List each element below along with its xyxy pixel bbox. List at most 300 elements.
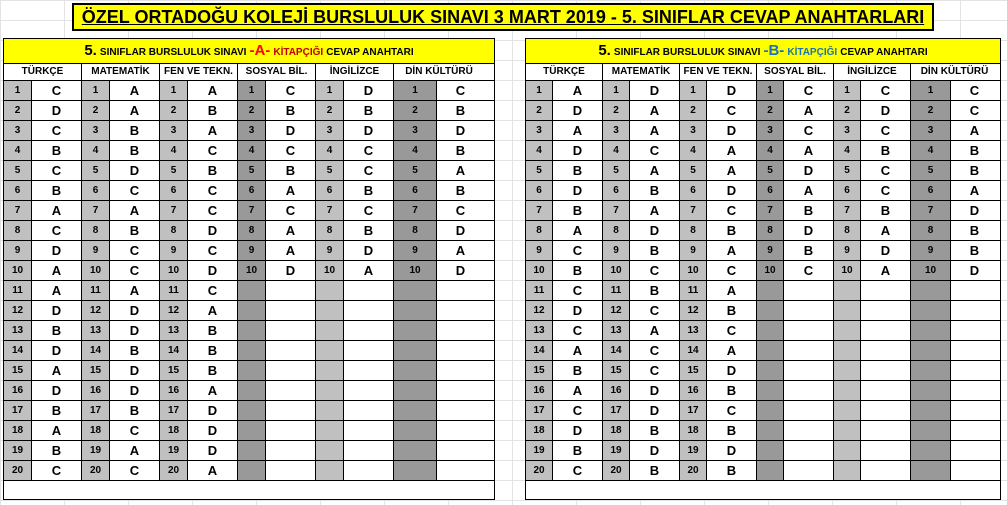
table-row: [4, 81, 494, 101]
answer-cell: B: [553, 201, 603, 220]
answer-key-b-header: [526, 39, 1000, 64]
question-number: 14: [526, 341, 553, 360]
question-number: 2: [757, 101, 784, 120]
question-number: [757, 301, 784, 320]
question-number: 18: [603, 421, 630, 440]
answer-cell: [951, 421, 998, 440]
answer-cell: D: [110, 321, 160, 340]
answer-cell: C: [32, 121, 82, 140]
question-number: [834, 401, 861, 420]
answer-cell: B: [630, 181, 680, 200]
answer-cell: [861, 401, 911, 420]
question-number: 9: [316, 241, 344, 260]
question-number: 2: [834, 101, 861, 120]
answer-cell: C: [188, 181, 238, 200]
answer-cell: B: [344, 101, 394, 120]
answer-cell: D: [266, 261, 316, 280]
question-number: 17: [160, 401, 188, 420]
subject-header: SOSYAL BİL.: [238, 64, 316, 80]
table-row: [4, 181, 494, 201]
answer-cell: D: [784, 221, 834, 240]
subject-header: MATEMATİK: [603, 64, 680, 80]
question-number: 16: [82, 381, 110, 400]
question-number: 19: [160, 441, 188, 460]
question-number: 8: [316, 221, 344, 240]
answer-cell: B: [188, 321, 238, 340]
question-number: 7: [82, 201, 110, 220]
table-row: [4, 341, 494, 361]
question-number: 8: [603, 221, 630, 240]
question-number: [911, 301, 951, 320]
question-number: 8: [82, 221, 110, 240]
question-number: 9: [238, 241, 266, 260]
question-number: [834, 301, 861, 320]
answer-cell: [861, 461, 911, 480]
answer-cell: C: [951, 101, 998, 120]
answer-cell: D: [553, 301, 603, 320]
table-row: [526, 341, 1000, 361]
question-number: 16: [526, 381, 553, 400]
answer-cell: B: [110, 121, 160, 140]
question-number: [911, 421, 951, 440]
answer-cell: C: [32, 461, 82, 480]
answer-cell: [344, 321, 394, 340]
question-number: 1: [680, 81, 707, 100]
answer-cell: A: [110, 441, 160, 460]
question-number: 18: [160, 421, 188, 440]
question-number: 9: [526, 241, 553, 260]
question-number: 17: [680, 401, 707, 420]
subject-header: TÜRKÇE: [526, 64, 603, 80]
question-number: 3: [911, 121, 951, 140]
question-number: 6: [160, 181, 188, 200]
answer-cell: [344, 361, 394, 380]
question-number: 19: [680, 441, 707, 460]
question-number: [316, 461, 344, 480]
answer-cell: D: [32, 101, 82, 120]
question-number: 3: [4, 121, 32, 140]
question-number: [394, 461, 437, 480]
question-number: [757, 381, 784, 400]
answer-cell: C: [630, 141, 680, 160]
question-number: 3: [603, 121, 630, 140]
answer-cell: A: [110, 101, 160, 120]
question-number: 3: [394, 121, 437, 140]
question-number: 5: [680, 161, 707, 180]
answer-key-label: CEVAP ANAHTARI: [326, 47, 414, 58]
question-number: 15: [526, 361, 553, 380]
answer-cell: A: [110, 201, 160, 220]
answer-cell: C: [784, 81, 834, 100]
question-number: 14: [82, 341, 110, 360]
question-number: 18: [526, 421, 553, 440]
question-number: 19: [82, 441, 110, 460]
answer-cell: [951, 341, 998, 360]
answer-cell: A: [553, 221, 603, 240]
answer-cell: D: [344, 81, 394, 100]
answer-cell: D: [32, 301, 82, 320]
answer-cell: C: [630, 341, 680, 360]
question-number: 10: [526, 261, 553, 280]
answer-cell: [951, 381, 998, 400]
answer-cell: C: [951, 81, 998, 100]
answer-cell: [344, 281, 394, 300]
question-number: 2: [238, 101, 266, 120]
question-number: [757, 321, 784, 340]
question-number: 1: [238, 81, 266, 100]
table-row: [4, 321, 494, 341]
answer-cell: A: [344, 261, 394, 280]
answer-cell: D: [630, 441, 680, 460]
table-row: [526, 261, 1000, 281]
question-number: 11: [4, 281, 32, 300]
question-number: 16: [4, 381, 32, 400]
question-number: 4: [526, 141, 553, 160]
answer-cell: [344, 401, 394, 420]
question-number: 7: [680, 201, 707, 220]
table-row: [526, 301, 1000, 321]
table-row: [4, 401, 494, 421]
answer-cell: A: [32, 361, 82, 380]
answer-cell: [951, 281, 998, 300]
question-number: [911, 441, 951, 460]
question-number: [238, 361, 266, 380]
question-number: 10: [911, 261, 951, 280]
question-number: 19: [603, 441, 630, 460]
question-number: [394, 421, 437, 440]
answer-cell: A: [32, 281, 82, 300]
answer-cell: [437, 341, 484, 360]
answer-cell: C: [784, 261, 834, 280]
answer-cell: B: [188, 361, 238, 380]
table-footer: [4, 481, 494, 499]
table-row: [526, 321, 1000, 341]
table-row: [526, 141, 1000, 161]
answer-cell: [437, 361, 484, 380]
question-number: 6: [526, 181, 553, 200]
answer-cell: C: [553, 241, 603, 260]
table-row: [526, 281, 1000, 301]
answer-cell: C: [110, 181, 160, 200]
question-number: 11: [82, 281, 110, 300]
question-number: 10: [238, 261, 266, 280]
question-number: 2: [526, 101, 553, 120]
question-number: 6: [4, 181, 32, 200]
answer-cell: B: [861, 141, 911, 160]
question-number: 8: [757, 221, 784, 240]
answer-cell: C: [861, 81, 911, 100]
answer-cell: A: [437, 161, 484, 180]
answer-cell: [266, 361, 316, 380]
answer-cell: B: [784, 201, 834, 220]
answer-cell: D: [188, 401, 238, 420]
question-number: 1: [911, 81, 951, 100]
subject-header-row: [4, 64, 494, 81]
answer-cell: A: [553, 121, 603, 140]
answer-cell: C: [32, 161, 82, 180]
answer-cell: D: [951, 261, 998, 280]
answer-cell: [437, 461, 484, 480]
answer-cell: C: [188, 281, 238, 300]
table-row: [526, 121, 1000, 141]
question-number: 6: [911, 181, 951, 200]
answer-cell: B: [553, 441, 603, 460]
answer-key-b: [525, 38, 1001, 500]
question-number: [757, 421, 784, 440]
answer-cell: B: [951, 221, 998, 240]
answer-cell: B: [437, 141, 484, 160]
question-number: [238, 441, 266, 460]
answer-cell: B: [188, 341, 238, 360]
question-number: 10: [316, 261, 344, 280]
question-number: 9: [82, 241, 110, 260]
question-number: 7: [911, 201, 951, 220]
question-number: [394, 321, 437, 340]
question-number: 2: [316, 101, 344, 120]
answer-cell: D: [784, 161, 834, 180]
question-number: [834, 341, 861, 360]
answer-cell: B: [553, 261, 603, 280]
answer-cell: [861, 281, 911, 300]
answer-cell: C: [707, 401, 757, 420]
question-number: 2: [603, 101, 630, 120]
table-row: [526, 181, 1000, 201]
subject-header-row: [526, 64, 1000, 81]
answer-cell: A: [188, 81, 238, 100]
question-number: 4: [834, 141, 861, 160]
answer-cell: B: [32, 181, 82, 200]
question-number: [834, 461, 861, 480]
question-number: 5: [316, 161, 344, 180]
answer-cell: D: [32, 341, 82, 360]
answer-cell: [266, 301, 316, 320]
answer-cell: D: [110, 301, 160, 320]
table-row: [4, 281, 494, 301]
question-number: 8: [680, 221, 707, 240]
question-number: 7: [394, 201, 437, 220]
answer-cell: D: [32, 381, 82, 400]
answer-cell: [951, 461, 998, 480]
answer-cell: A: [784, 141, 834, 160]
question-number: 4: [238, 141, 266, 160]
question-number: 14: [603, 341, 630, 360]
question-number: 20: [603, 461, 630, 480]
question-number: [238, 341, 266, 360]
grade-number: 5.: [598, 42, 611, 59]
question-number: 5: [394, 161, 437, 180]
answer-grid: [4, 81, 494, 499]
subject-header: FEN VE TEKN.: [160, 64, 238, 80]
answer-cell: C: [707, 321, 757, 340]
question-number: 2: [82, 101, 110, 120]
answer-cell: C: [437, 81, 484, 100]
question-number: 8: [238, 221, 266, 240]
answer-cell: D: [861, 241, 911, 260]
answer-cell: B: [784, 241, 834, 260]
question-number: 4: [82, 141, 110, 160]
exam-name: SINIFLAR BURSLULUK SINAVI: [99, 47, 247, 58]
question-number: [316, 341, 344, 360]
answer-cell: C: [344, 141, 394, 160]
answer-cell: [437, 401, 484, 420]
answer-cell: A: [861, 221, 911, 240]
answer-cell: B: [707, 381, 757, 400]
answer-cell: [784, 341, 834, 360]
table-row: [4, 201, 494, 221]
answer-cell: A: [784, 101, 834, 120]
question-number: 12: [82, 301, 110, 320]
question-number: 5: [526, 161, 553, 180]
answer-cell: [437, 441, 484, 460]
answer-cell: B: [951, 241, 998, 260]
question-number: 17: [526, 401, 553, 420]
question-number: 3: [526, 121, 553, 140]
answer-cell: B: [32, 441, 82, 460]
answer-cell: B: [553, 161, 603, 180]
question-number: 13: [4, 321, 32, 340]
table-row: [526, 441, 1000, 461]
answer-cell: D: [188, 421, 238, 440]
question-number: 10: [603, 261, 630, 280]
subject-header: İNGİLİZCE: [316, 64, 394, 80]
answer-cell: [784, 441, 834, 460]
question-number: 9: [757, 241, 784, 260]
question-number: 6: [834, 181, 861, 200]
answer-cell: A: [707, 341, 757, 360]
answer-cell: A: [630, 121, 680, 140]
question-number: 7: [603, 201, 630, 220]
answer-cell: B: [951, 141, 998, 160]
question-number: 5: [911, 161, 951, 180]
subject-header: DİN KÜLTÜRÜ: [405, 66, 473, 77]
question-number: 2: [911, 101, 951, 120]
answer-cell: D: [630, 81, 680, 100]
question-number: 12: [526, 301, 553, 320]
question-number: 4: [757, 141, 784, 160]
answer-cell: [437, 421, 484, 440]
exam-name: SINIFLAR BURSLULUK SINAVI: [613, 47, 761, 58]
answer-cell: C: [110, 261, 160, 280]
question-number: [238, 301, 266, 320]
question-number: [316, 281, 344, 300]
answer-cell: C: [188, 141, 238, 160]
question-number: [238, 401, 266, 420]
table-row: [526, 81, 1000, 101]
question-number: 4: [316, 141, 344, 160]
question-number: 5: [757, 161, 784, 180]
answer-cell: C: [32, 81, 82, 100]
question-number: 15: [603, 361, 630, 380]
question-number: 10: [757, 261, 784, 280]
question-number: 3: [316, 121, 344, 140]
question-number: 5: [4, 161, 32, 180]
question-number: [911, 341, 951, 360]
question-number: 15: [160, 361, 188, 380]
answer-cell: C: [707, 261, 757, 280]
question-number: 3: [238, 121, 266, 140]
question-number: 13: [160, 321, 188, 340]
answer-cell: [266, 461, 316, 480]
answer-cell: A: [32, 421, 82, 440]
question-number: [238, 281, 266, 300]
question-number: 12: [160, 301, 188, 320]
answer-cell: [951, 321, 998, 340]
answer-cell: A: [707, 161, 757, 180]
question-number: 4: [394, 141, 437, 160]
table-row: [4, 461, 494, 481]
question-number: 1: [757, 81, 784, 100]
question-number: 7: [526, 201, 553, 220]
answer-cell: D: [707, 181, 757, 200]
answer-cell: C: [266, 81, 316, 100]
answer-cell: D: [110, 381, 160, 400]
answer-cell: C: [110, 461, 160, 480]
answer-cell: A: [553, 381, 603, 400]
answer-cell: B: [32, 401, 82, 420]
answer-cell: [784, 361, 834, 380]
answer-cell: A: [553, 341, 603, 360]
answer-cell: D: [707, 81, 757, 100]
answer-cell: B: [861, 201, 911, 220]
answer-cell: D: [630, 381, 680, 400]
answer-cell: B: [630, 461, 680, 480]
answer-key-label: CEVAP ANAHTARI: [840, 47, 928, 58]
question-number: [911, 461, 951, 480]
table-row: [4, 221, 494, 241]
answer-cell: [861, 421, 911, 440]
answer-cell: [861, 441, 911, 460]
question-number: 19: [4, 441, 32, 460]
question-number: 8: [160, 221, 188, 240]
question-number: [757, 281, 784, 300]
answer-cell: D: [630, 221, 680, 240]
answer-cell: A: [437, 241, 484, 260]
answer-cell: [951, 361, 998, 380]
booklet-letter: -A-: [249, 42, 271, 59]
answer-cell: [861, 381, 911, 400]
answer-cell: A: [861, 261, 911, 280]
answer-cell: [266, 381, 316, 400]
answer-cell: B: [110, 341, 160, 360]
answer-grid: [526, 81, 1000, 499]
question-number: 1: [603, 81, 630, 100]
question-number: [394, 441, 437, 460]
question-number: 8: [4, 221, 32, 240]
answer-cell: A: [110, 281, 160, 300]
table-row: [526, 161, 1000, 181]
question-number: [757, 401, 784, 420]
answer-cell: C: [553, 401, 603, 420]
question-number: [911, 281, 951, 300]
question-number: 2: [394, 101, 437, 120]
answer-cell: [437, 381, 484, 400]
answer-cell: D: [188, 261, 238, 280]
answer-cell: A: [188, 121, 238, 140]
booklet-letter: -B-: [763, 42, 785, 59]
answer-cell: A: [707, 281, 757, 300]
question-number: 8: [394, 221, 437, 240]
question-number: 10: [82, 261, 110, 280]
question-number: [757, 461, 784, 480]
answer-cell: D: [266, 121, 316, 140]
question-number: [316, 441, 344, 460]
table-row: [526, 381, 1000, 401]
answer-cell: D: [110, 161, 160, 180]
table-row: [526, 241, 1000, 261]
answer-cell: C: [630, 301, 680, 320]
answer-cell: [344, 461, 394, 480]
subject-header: TÜRKÇE: [4, 64, 82, 80]
